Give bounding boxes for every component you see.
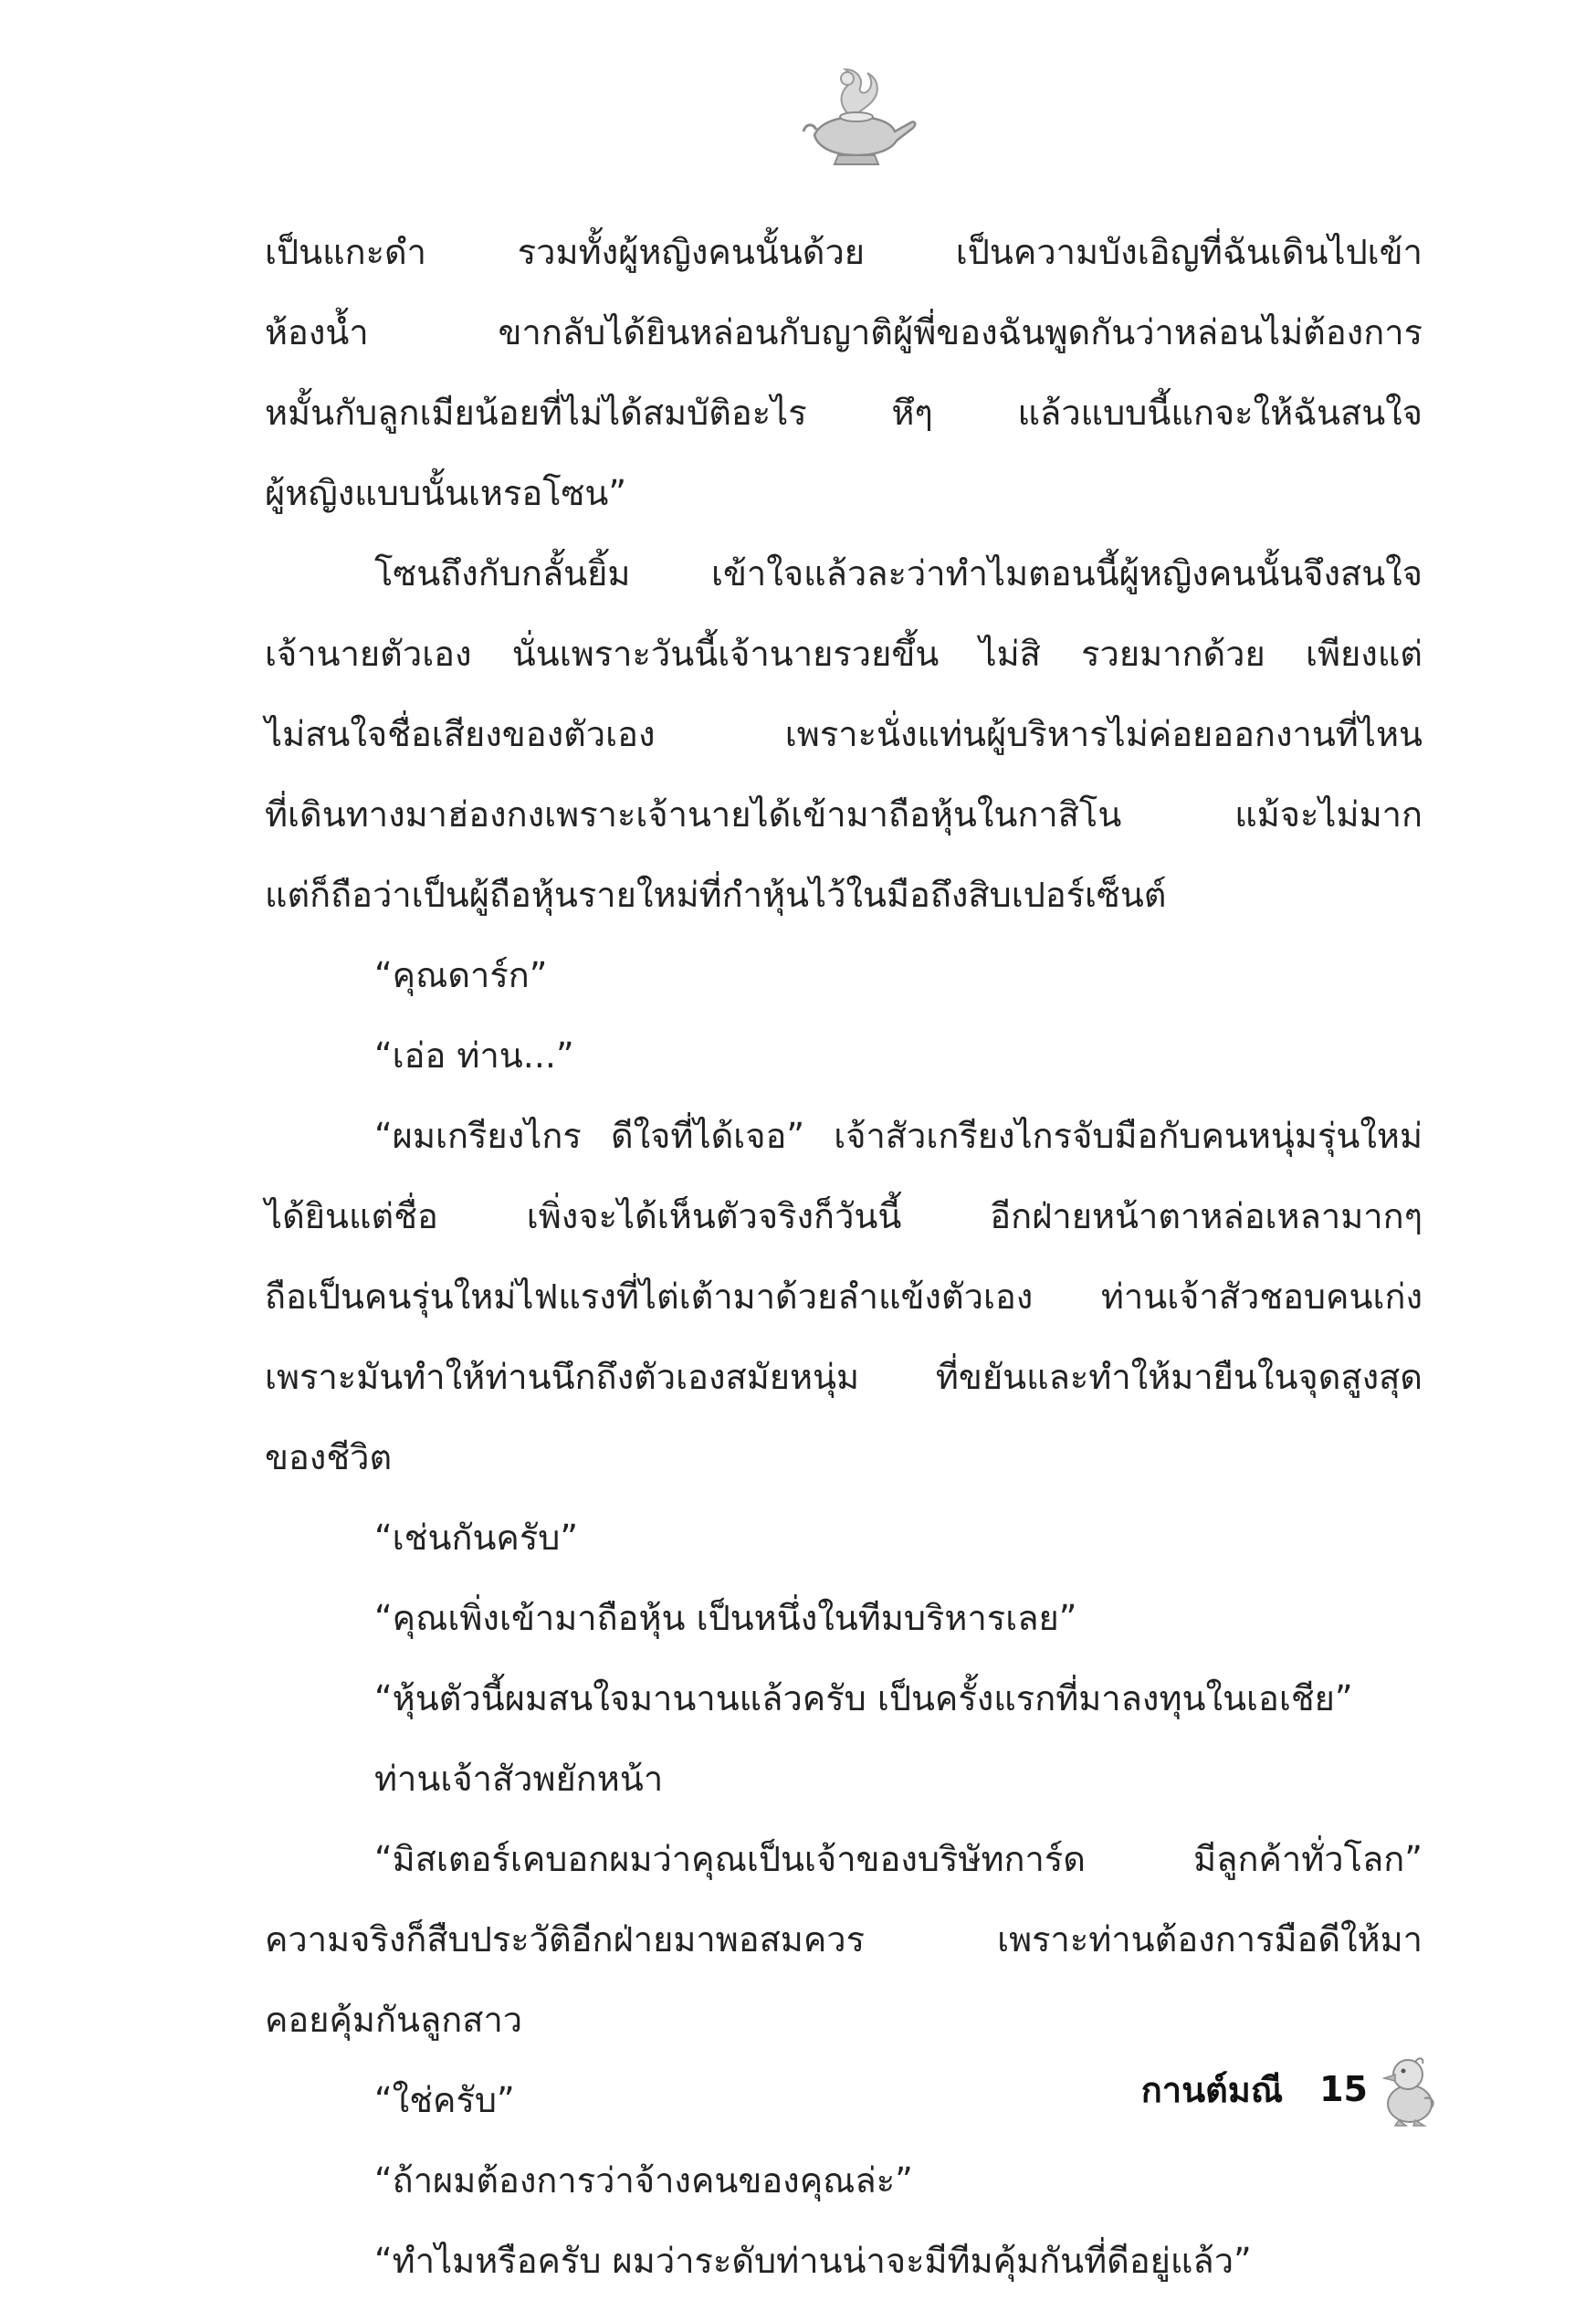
genie-lamp-icon — [793, 58, 920, 168]
text-line: ท่านเจ้าสัวพยักหน้า — [374, 1759, 664, 1799]
text-line: โซนถึงกับกลั้นยิ้ม เข้าใจแล้วละว่าทำไมตอนนี้ผู้หญิงคนนั้นจึงสนใจ — [374, 553, 1423, 594]
text-line: “เช่นกันครับ” — [374, 1518, 579, 1558]
text-line: “คุณเพิ่งเข้ามาถือหุ้น เป็นหนึ่งในทีมบริหารเลย” — [374, 1598, 1077, 1638]
book-title: กานต์มณี — [1140, 2069, 1284, 2110]
text-line: ได้ยินแต่ชื่อ เพิ่งจะได้เห็นตัวจริงก็วันนี้ อีกฝ่ายหน้าตาหล่อเหลามากๆ — [265, 1196, 1423, 1236]
text-line: “ผมเกรียงไกร ดีใจที่ได้เจอ” เจ้าสัวเกรียงไกรจับมือกับคนหนุ่มรุ่นใหม่ — [374, 1116, 1423, 1156]
text-line: “ใช่ครับ” — [374, 2080, 515, 2120]
duck-mascot-icon — [1377, 2051, 1441, 2128]
text-line: เจ้านายตัวเอง นั่นเพราะวันนี้เจ้านายรวยขึ้น ไม่สิ รวยมากด้วย เพียงแต่ — [265, 634, 1423, 674]
body-text — [265, 212, 1423, 2301]
text-line: เพราะมันทำให้ท่านนึกถึงตัวเองสมัยหนุ่ม ที่ขยันและทำให้มายืนในจุดสูงสุด — [265, 1357, 1423, 1397]
text-line: ไม่สนใจชื่อเสียงของตัวเอง เพราะนั่งแท่นผู้บริหารไม่ค่อยออกงานที่ไหน — [265, 714, 1423, 754]
text-line: “คุณดาร์ก” — [374, 955, 548, 995]
text-line: “ถ้าผมต้องการว่าจ้างคนของคุณล่ะ” — [374, 2160, 913, 2201]
text-line: ที่เดินทางมาฮ่องกงเพราะเจ้านายได้เข้ามาถือหุ้นในกาสิโน แม้จะไม่มาก — [265, 794, 1423, 835]
text-line: เป็นแกะดำ รวมทั้งผู้หญิงคนนั้นด้วย เป็นความบังเอิญที่ฉันเดินไปเข้า — [265, 232, 1423, 272]
page-number: 15 — [1319, 2069, 1368, 2109]
text-line: ห้องน้ำ ขากลับได้ยินหล่อนกับญาติผู้พี่ของฉันพูดกันว่าหล่อนไม่ต้องการ — [265, 312, 1423, 352]
text-line: “มิสเตอร์เคบอกผมว่าคุณเป็นเจ้าของบริษัทการ์ด มีลูกค้าทั่วโลก” — [374, 1839, 1423, 1879]
text-line: “เอ่อ ท่าน...” — [374, 1035, 574, 1076]
text-line: ความจริงก็สืบประวัติอีกฝ่ายมาพอสมควร เพราะท่านต้องการมือดีให้มา — [265, 1919, 1423, 1960]
text-line: ของชีวิต — [265, 1437, 393, 1477]
text-line: “หุ้นตัวนี้ผมสนใจมานานแล้วครับ เป็นครั้งแรกที่มาลงทุนในเอเชีย” — [374, 1678, 1353, 1718]
page-footer — [1141, 2051, 1441, 2128]
text-line: ผู้หญิงแบบนั้นเหรอโซน” — [265, 473, 627, 513]
text-line: หมั้นกับลูกเมียน้อยที่ไม่ได้สมบัติอะไร หึๆ แล้วแบบนี้แกจะให้ฉันสนใจ — [265, 393, 1423, 433]
text-line: ถือเป็นคนรุ่นใหม่ไฟแรงที่ไต่เต้ามาด้วยลำแข้งตัวเอง ท่านเจ้าสัวชอบคนเก่ง — [265, 1277, 1423, 1317]
text-line: แต่ก็ถือว่าเป็นผู้ถือหุ้นรายใหม่ที่กำหุ้นไว้ในมือถึงสิบเปอร์เซ็นต์ — [265, 875, 1167, 915]
text-line: “ทำไมหรือครับ ผมว่าระดับท่านน่าจะมีทีมคุ้มกันที่ดีอยู่แล้ว” — [374, 2241, 1252, 2281]
text-line: คอยคุ้มกันลูกสาว — [265, 2000, 523, 2040]
